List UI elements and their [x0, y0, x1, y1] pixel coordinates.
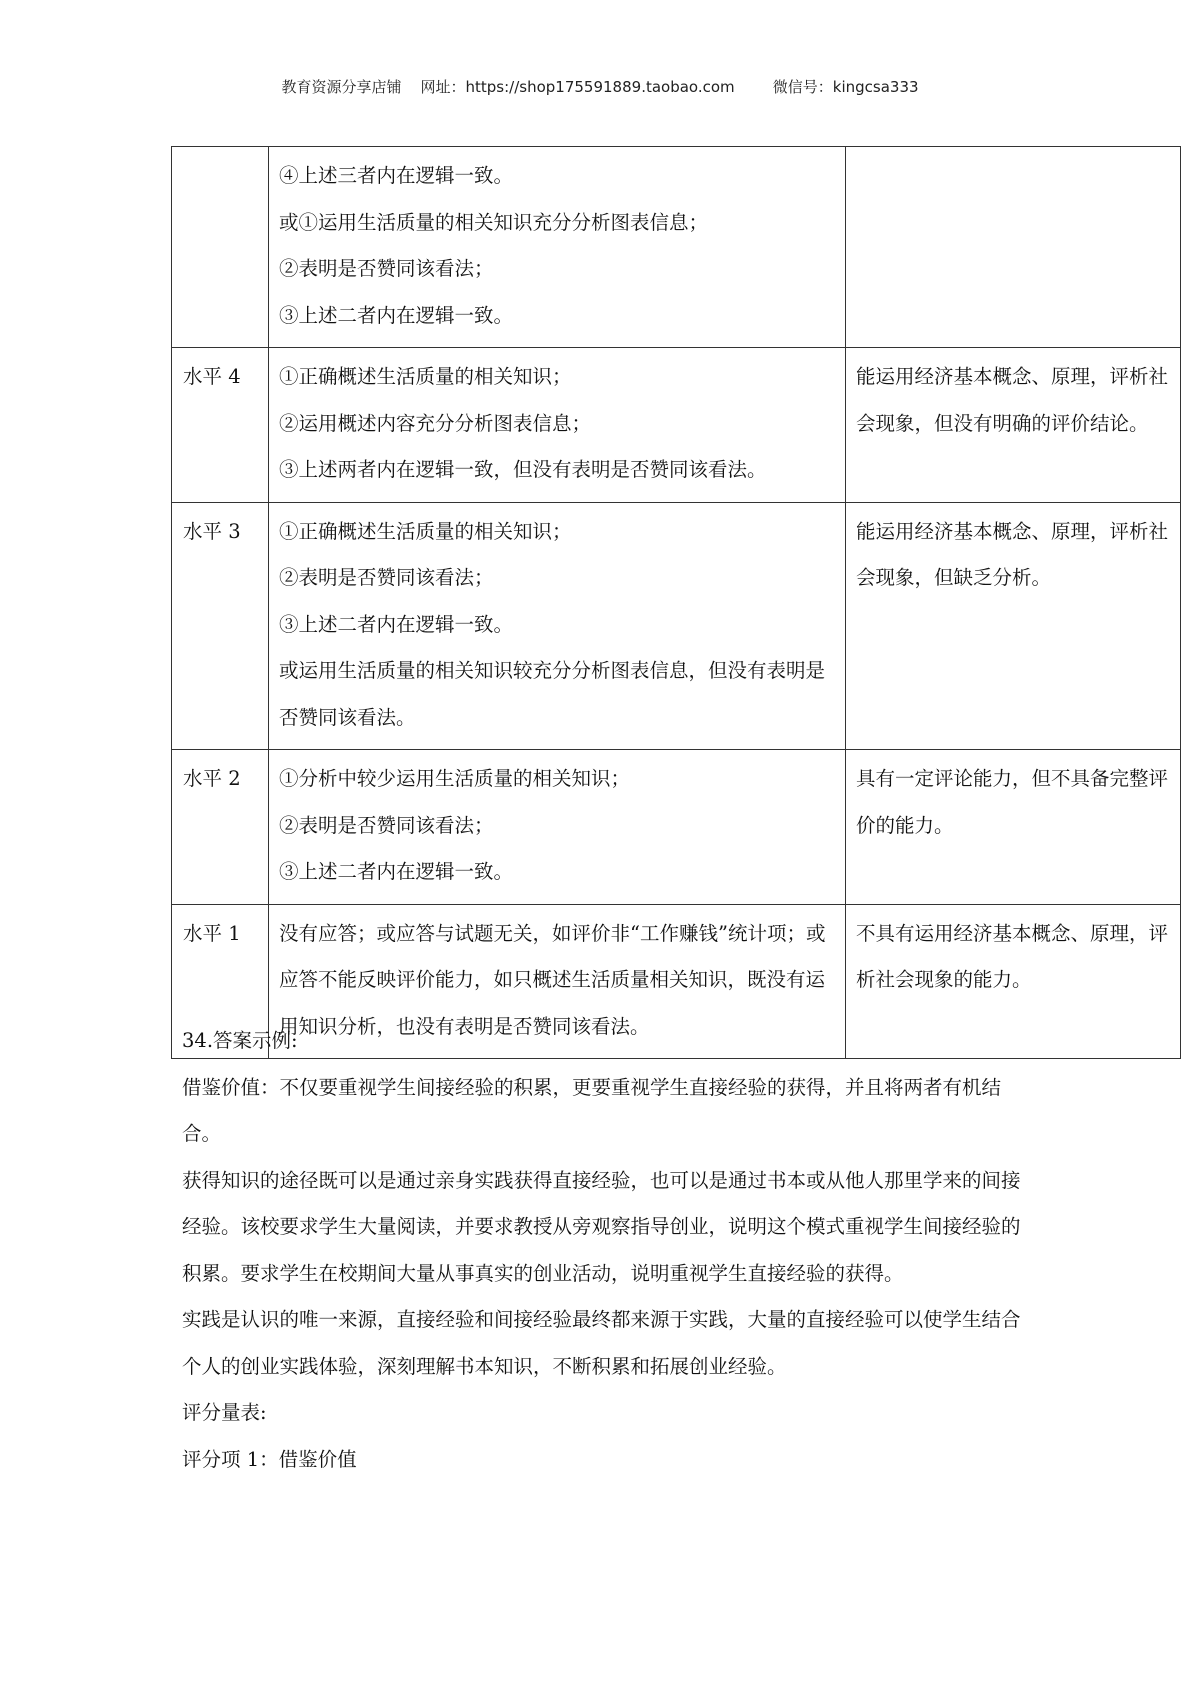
criteria-cell	[269, 502, 846, 750]
level-label: 水平 1	[183, 921, 241, 945]
criteria-line: ②运用概述内容充分分析图表信息；	[279, 411, 592, 435]
description-text: 能运用经济基本概念、原理，评析社会现象，但没有明确的评价结论。	[856, 365, 1169, 435]
answer-heading: 34.答案示例:	[182, 1029, 298, 1052]
description-text: 不具有运用经济基本概念、原理，评析社会现象的能力。	[856, 921, 1169, 991]
criteria-line: ③上述二者内在逻辑一致。	[279, 612, 514, 636]
criteria-line: ①分析中较少运用生活质量的相关知识；	[279, 767, 631, 790]
rubric-table	[171, 146, 1181, 1059]
criteria-line: 没有应答；或应答与试题无关，如评价非“工作赚钱”统计项；或应答不能反映评价能力，如只概述生活质量相关知识，既没有运用知识分析，也没有表明是否赞同该看法。	[279, 921, 826, 1038]
level-cell	[172, 750, 269, 905]
description-cell	[846, 147, 1181, 348]
level-label: 水平 3	[183, 519, 241, 543]
criteria-line: 或①运用生活质量的相关知识充分分析图表信息；	[279, 210, 709, 234]
scale-heading: 评分量表:	[182, 1401, 267, 1424]
criteria-cell	[269, 147, 846, 348]
description-text: 能运用经济基本概念、原理，评析社会现象，但缺乏分析。	[856, 519, 1169, 589]
criteria-line: ①正确概述生活质量的相关知识；	[279, 365, 572, 388]
description-cell	[846, 348, 1181, 503]
level-label: 水平 4	[183, 365, 241, 388]
criteria-line: ③上述二者内在逻辑一致。	[279, 860, 514, 883]
level-cell	[172, 348, 269, 503]
level-cell	[172, 147, 269, 348]
criteria-line: 或运用生活质量的相关知识较充分分析图表信息，但没有表明是否赞同该看法。	[279, 659, 826, 729]
criteria-line: ②表明是否赞同该看法；	[279, 257, 494, 280]
answer-paragraph: 借鉴价值：不仅要重视学生间接经验的积累，更要重视学生直接经验的获得，并且将两者有机结合。	[182, 1075, 1002, 1145]
level-label: 水平 2	[183, 767, 241, 790]
table-row	[172, 750, 1181, 905]
criteria-line: ③上述两者内在逻辑一致，但没有表明是否赞同该看法。	[279, 458, 767, 481]
criteria-cell	[269, 348, 846, 503]
criteria-cell	[269, 750, 846, 905]
criteria-line: ③上述二者内在逻辑一致。	[279, 303, 514, 327]
answer-section	[182, 1018, 1032, 1483]
description-cell	[846, 750, 1181, 905]
table-row	[172, 348, 1181, 503]
description-text: 具有一定评论能力，但不具备完整评价的能力。	[856, 767, 1169, 837]
criteria-line: ④上述三者内在逻辑一致。	[279, 164, 514, 187]
table-row	[172, 147, 1181, 348]
page-header: 教育资源分享店铺 网址：https://shop175591889.taobao.com 微信号：kingcsa333	[281, 78, 919, 96]
criteria-line: ①正确概述生活质量的相关知识；	[279, 519, 572, 543]
description-cell	[846, 502, 1181, 750]
item-heading: 评分项 1：借鉴价值	[182, 1447, 357, 1471]
answer-paragraph: 获得知识的途径既可以是通过亲身实践获得直接经验，也可以是通过书本或从他人那里学来的间接经验。该校要求学生大量阅读，并要求教授从旁观察指导创业，说明这个模式重视学生间接经验的积累。要求学生在校期间大量从事真实的创业活动，说明重视学生直接经验的获得。	[182, 1168, 1021, 1285]
criteria-line: ②表明是否赞同该看法；	[279, 566, 494, 589]
answer-paragraph: 实践是认识的唯一来源，直接经验和间接经验最终都来源于实践，大量的直接经验可以使学生结合个人的创业实践体验，深刻理解书本知识，不断积累和拓展创业经验。	[182, 1308, 1021, 1378]
table-row	[172, 502, 1181, 750]
criteria-line: ②表明是否赞同该看法；	[279, 813, 494, 837]
level-cell	[172, 502, 269, 750]
